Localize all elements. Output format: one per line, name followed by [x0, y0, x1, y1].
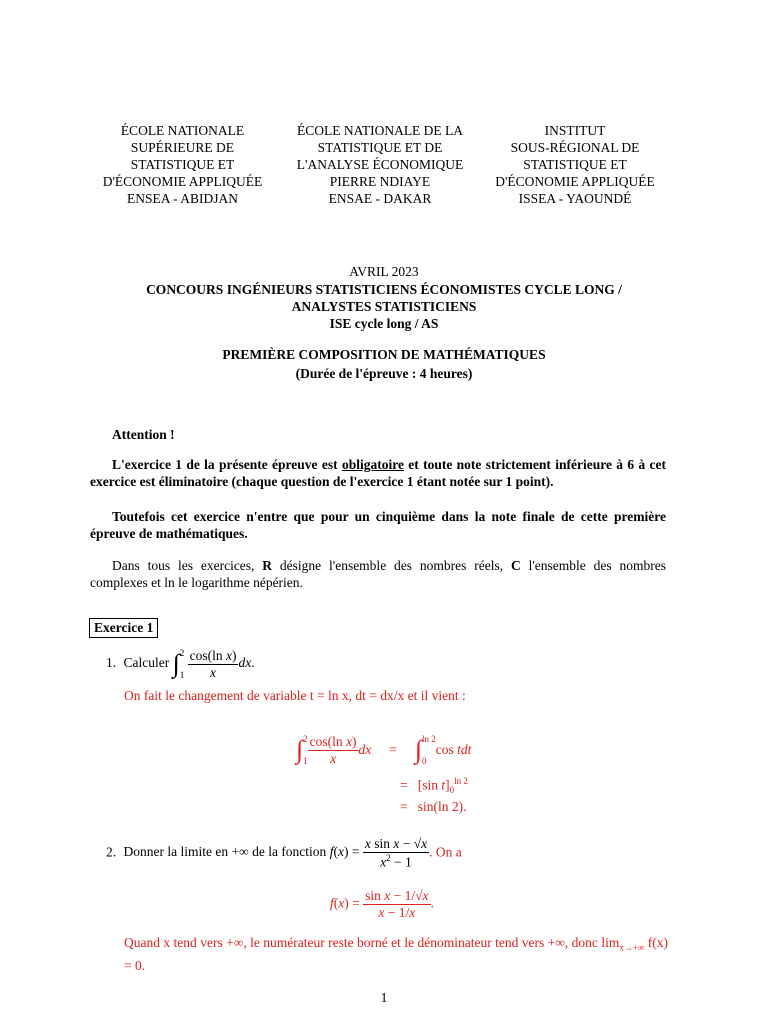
notice-p1-underlined: obligatoire	[341, 457, 404, 472]
notice-p1-start: L'exercice 1 de la présente épreuve est	[112, 457, 342, 472]
inst-line: D'ÉCONOMIE APPLIQUÉE	[102, 174, 263, 189]
q2-number: 2.	[106, 844, 117, 860]
q1-number: 1.	[106, 655, 117, 671]
q2-on-a: . On a	[429, 844, 462, 860]
inst-line: D'ÉCONOMIE APPLIQUÉE	[495, 174, 655, 189]
exam-subtitle: ISE cycle long / AS	[329, 316, 439, 331]
composition-title: PREMIÈRE COMPOSITION DE MATHÉMATIQUES	[222, 347, 546, 362]
inst-line: SOUS-RÉGIONAL DE	[510, 140, 640, 155]
exam-date: AVRIL 2023	[349, 264, 419, 279]
q2-solution-text	[124, 934, 668, 974]
q1-solution-text: On fait le changement de variable t = ln x, dt = dx/x et il vient :	[124, 688, 466, 703]
q2-function: f(x) = $\frac{\text{x sin x − √x}}{x^2 - 1}$	[329, 836, 428, 870]
institution-ensea	[100, 122, 265, 207]
exam-title-line1: CONCOURS INGÉNIEURS STATISTICIENS ÉCONOMISTES CYCLE LONG /	[146, 282, 622, 297]
inst-line: PIERRE NDIAYE	[329, 174, 431, 189]
intro-b: désigne l'ensemble des nombres réels,	[272, 558, 511, 573]
question-1	[106, 642, 255, 686]
inst-line: INSTITUT	[544, 123, 606, 138]
attention-heading: Attention !	[112, 427, 175, 442]
q2-sol-sub: x→+∞	[619, 942, 645, 953]
exam-duration: (Durée de l'épreuve : 4 heures)	[295, 366, 473, 381]
inst-line: ISSEA - YAOUNDÉ	[518, 191, 632, 206]
inst-line: ÉCOLE NATIONALE	[120, 123, 245, 138]
exam-title	[0, 281, 768, 315]
q2-sol-end: f(x) = 0.	[124, 935, 668, 973]
exercise-label: Exercice 1	[89, 618, 158, 638]
question-2	[106, 836, 462, 871]
institution-ensae	[280, 122, 480, 207]
q1-text: Calculer	[123, 655, 170, 671]
page-number: 1	[380, 990, 388, 1005]
notice-paragraph-2: Toutefois cet exercice n'entre que pour un cinquième dans la note finale de cette première épreuve de mathématiques.	[90, 509, 666, 541]
inst-line: STATISTIQUE ET DE	[317, 140, 443, 155]
institution-issea	[485, 122, 665, 207]
intro-a: Dans tous les exercices,	[112, 558, 263, 573]
q2-rewritten-function: f(x) = $\frac{\text{sin x − 1/√x}}{x - 1/x}$ .	[330, 888, 434, 920]
q1-integral: ∫ 2 1 $\frac{\text{cos(ln x)}}{x}$ dx.	[172, 647, 255, 680]
inst-line: ÉCOLE NATIONALE DE LA	[296, 123, 464, 138]
q2-sol: Quand x tend vers +∞, le numérateur reste borné et le dénominateur tend vers +∞, donc lim	[124, 935, 620, 950]
intro-paragraph	[90, 557, 666, 591]
inst-line: SUPÉRIEURE DE	[130, 140, 235, 155]
q2-text: Donner la limite en +∞ de la fonction	[123, 844, 327, 860]
inst-line: STATISTIQUE ET	[130, 157, 235, 172]
intro-R: R	[262, 558, 273, 573]
notice-p1-end: et toute note strictement inférieure à 6 à cet exercice est éliminatoire (chaque question de l'exercice 1 étant notée sur 1 point).	[90, 457, 666, 489]
inst-line: ENSAE - DAKAR	[328, 191, 432, 206]
notice-paragraph-1	[90, 456, 666, 490]
inst-line: L'ANALYSE ÉCONOMIQUE	[296, 157, 464, 172]
q1-solution-equation: ∫ 2 1 $\frac{\text{cos(ln x)}}{x}$ dx = ∫ ln 2 0 cos tdt = [sin $t]_0^{ln 2}$ = sin(ln 2).	[296, 733, 472, 815]
exam-title-line2: ANALYSTES STATISTICIENS	[291, 299, 477, 314]
inst-line: STATISTIQUE ET	[523, 157, 627, 172]
intro-C: C	[511, 558, 521, 573]
inst-line: ENSEA - ABIDJAN	[126, 191, 238, 206]
intro-c: l'ensemble des nombres complexes et ln le logarithme népérien.	[90, 558, 666, 590]
